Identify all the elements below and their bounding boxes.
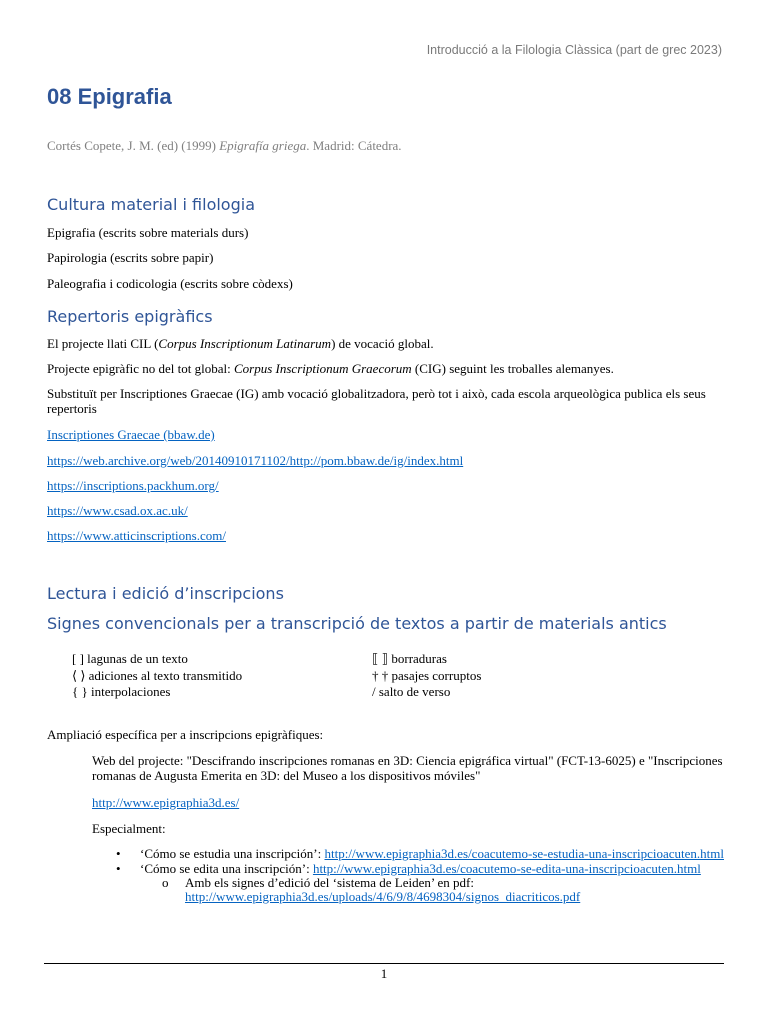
list-item <box>92 847 732 861</box>
signs-row <box>72 668 552 685</box>
sign-adiciones: ⟨ ⟩ adiciones al texto transmitido <box>72 667 243 683</box>
sign-salto-de-verso: / salto de verso <box>372 684 451 699</box>
link-csad[interactable]: https://www.csad.ox.ac.uk/ <box>47 503 188 518</box>
section-heading-repertoris: Repertoris epigràfics <box>47 307 213 326</box>
italic-text: Corpus Inscriptionum Graecorum <box>234 361 412 376</box>
paragraph-cig <box>47 361 727 376</box>
link-signos-diacriticos-pdf[interactable]: http://www.epigraphia3d.es/uploads/4/6/9/8/4698304/signos_diacriticos.pdf <box>185 889 581 904</box>
sign-interpolaciones: { } interpolaciones <box>72 684 171 699</box>
reference-publisher: . Madrid: Cátedra. <box>306 138 402 153</box>
resources-list <box>92 847 732 905</box>
link-como-se-edita[interactable]: http://www.epigraphia3d.es/coacutemo-se-edita-una-inscripcioacuten.html <box>312 861 701 876</box>
bullet-icon: • <box>116 861 121 876</box>
sign-lagunas: [ ] lagunas de un texto <box>72 651 188 666</box>
italic-text: Corpus Inscriptionum Latinarum <box>158 336 332 351</box>
text: El projecte llati CIL ( <box>47 336 159 351</box>
bullet-label: ‘Cómo se edita una inscripción’: <box>140 861 313 876</box>
bibliographic-reference <box>47 138 402 154</box>
link-packhum[interactable]: https://inscriptions.packhum.org/ <box>47 478 219 493</box>
signs-table <box>72 651 552 701</box>
link-como-se-estudia[interactable]: http://www.epigraphia3d.es/coacutemo-se-estudia-una-inscripcioacuten.html <box>324 846 724 861</box>
paragraph-ig: Substituït per Inscriptiones Graecae (IG) amb vocació globalitzadora, però tot i això, cada escola arqueològica publica els seus repertoris <box>47 386 706 416</box>
link-inscriptiones-graecae[interactable]: Inscriptiones Graecae (bbaw.de) <box>47 427 215 442</box>
sign-borraduras: ⟦ ⟧ borraduras <box>372 651 447 666</box>
section-heading-lectura: Lectura i edició d’inscripcions <box>47 584 284 603</box>
line-paleografia: Paleografia i codicologia (escrits sobre còdexs) <box>47 276 293 291</box>
link-web-archive[interactable]: https://web.archive.org/web/20140910171102/http://pom.bbaw.de/ig/index.html <box>47 453 464 468</box>
paragraph-web-projecte: Web del projecte: "Descifrando inscripciones romanas en 3D: Ciencia epigráfica virtual" (FCT-13-6025) e "Inscripciones romanas de Augusta Emerita en 3D: del Museo a los dispositivos móviles" <box>92 753 723 783</box>
link-attic-inscriptions[interactable]: https://www.atticinscriptions.com/ <box>47 528 226 543</box>
paragraph-cil <box>47 336 727 351</box>
text: (CIG) seguint les troballes alemanyes. <box>411 361 614 376</box>
signs-row <box>72 651 552 668</box>
link-epigraphia3d[interactable]: http://www.epigraphia3d.es/ <box>92 795 240 810</box>
label-especialment: Especialment: <box>92 821 166 836</box>
reference-authors: Cortés Copete, J. M. (ed) (1999) <box>47 138 220 153</box>
reference-book-title: Epigrafía griega <box>219 138 307 153</box>
sub-list <box>140 876 732 904</box>
running-header: Introducció a la Filologia Clàssica (part de grec 2023) <box>426 43 722 57</box>
section-heading-cultura-material: Cultura material i filologia <box>47 195 255 214</box>
bullet-label: ‘Cómo se estudia una inscripción’: <box>140 846 325 861</box>
text: ) de vocació global. <box>331 336 434 351</box>
page-title: 08 Epigrafia <box>47 84 172 109</box>
sub-bullet-label: Amb els signes d’edició del ‘sistema de Leiden’ en pdf: <box>185 875 474 890</box>
subheading-signes: Signes convencionals per a transcripció de textos a partir de materials antics <box>47 614 667 633</box>
paragraph-ampliacio: Ampliació específica per a inscripcions epigràfiques: <box>47 727 324 742</box>
line-epigrafia: Epigrafia (escrits sobre materials durs) <box>47 225 249 240</box>
sub-list-item <box>140 876 732 904</box>
circle-bullet-icon: o <box>162 875 169 890</box>
page-number: 1 <box>380 966 388 981</box>
footer-divider <box>44 963 724 964</box>
text: Projecte epigràfic no del tot global: <box>47 361 234 376</box>
bullet-icon: • <box>116 846 121 861</box>
line-papirologia: Papirologia (escrits sobre papir) <box>47 250 214 265</box>
list-item <box>92 862 732 904</box>
signs-row <box>72 684 552 701</box>
sign-pasajes-corruptos: † † pasajes corruptos <box>372 667 482 683</box>
